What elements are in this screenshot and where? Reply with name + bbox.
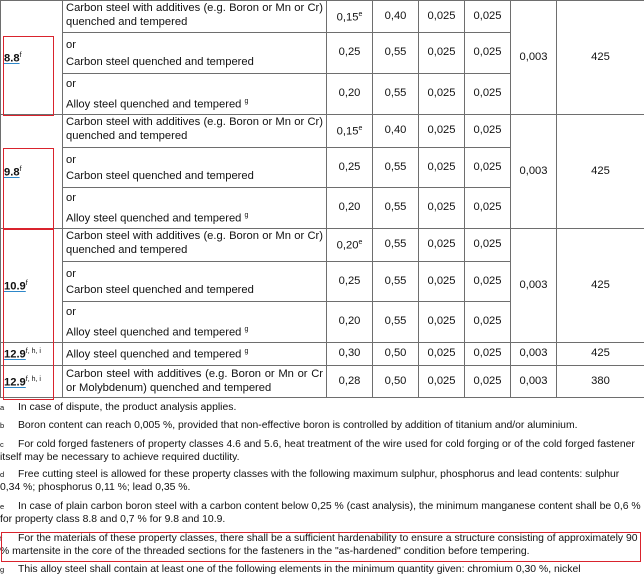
table-row: or Carbon steel quenched and tempered 0,25 0,55 0,025 0,025 — [1, 148, 644, 188]
material-cell: Carbon steel with additives (e.g. Boron or Mn or Cr) quenched and tempered — [63, 1, 327, 33]
carbon-max: 0,40 — [373, 1, 419, 33]
table-row: or Alloy steel quenched and tempered $^g$ 0,20 0,55 0,025 0,025 — [1, 188, 644, 229]
sulphur-max: 0,025 — [465, 1, 511, 33]
footnote-c: c For cold forged fasteners of property classes 4.6 and 5.6, heat treatment of the wire used for cold forging or of the cold forged fastener itself may be necessary to achieve required ductility. — [0, 439, 635, 463]
boron-max: 0,003 — [511, 1, 557, 115]
material-cell: or Alloy steel quenched and tempered $^g$ — [63, 188, 327, 229]
table-row: or Carbon steel quenched and tempered 0,25 0,55 0,025 0,025 — [1, 262, 644, 302]
material-cell: or Carbon steel quenched and tempered — [63, 33, 327, 74]
table-row: 9.8$^f$ Carbon steel with additives (e.g. Boron or Mn or Cr) quenched and tempered 0,15e 0,40 0,025 0,025 0,003 425 — [1, 115, 644, 148]
footnote-d: d Free cutting steel is allowed for these property classes with the following maximum sulphur, phosphorus and lead contents: sulphur 0,34 %; phosphorus 0,11 %; lead 0,35 %. — [0, 469, 620, 493]
property-class-12-9-carbon: 12.9$^{f, h, i}$ — [1, 366, 63, 398]
carbon-min: 0,15e — [327, 1, 373, 33]
material-cell: Carbon steel with additives (e.g. Boron or Mn or Cr or Molybdenum) quenched and tempered — [63, 366, 327, 398]
table-row: 12.9$^{f, h, i}$ Alloy steel quenched and tempered $^g$ 0,30 0,50 0,025 0,025 0,003 425 — [1, 343, 644, 366]
footnote-b: b Boron content can reach 0,005 %, provided that non-effective boron is controlled by addition of titanium and/or aluminium. — [0, 420, 578, 431]
property-class-12-9-alloy: 12.9$^{f, h, i}$ — [1, 343, 63, 366]
highlight-box-footnote-f — [1, 532, 641, 562]
footnote-f: f For the materials of these property classes, there shall be a sufficient hardenability to ensure a structure consisting of approximately 90 % martensite in the core of the threaded sections for the fasteners in the "as-hardened" condition before tempering. — [0, 533, 638, 557]
material-cell: or Carbon steel quenched and tempered — [63, 148, 327, 188]
phosphorus-max: 0,025 — [419, 1, 465, 33]
material-cell: or Alloy steel quenched and tempered $^g$ — [63, 302, 327, 343]
table-row: 12.9$^{f, h, i}$ Carbon steel with additives (e.g. Boron or Mn or Cr or Molybdenum) quenched and tempered 0,28 0,50 0,025 0,025 0,003 380 — [1, 366, 644, 398]
table-row — [1, 1, 644, 33]
table-row: or Carbon steel quenched and tempered 0,25 0,55 0,025 0,025 — [1, 33, 644, 74]
property-class-9-8: 9.8$^f$ — [1, 115, 63, 229]
footnote-e: e In case of plain carbon boron steel with a carbon content below 0,25 % (cast analysis), the minimum manganese content shall be 0,6 % for property class 8.8 and 0,7 % for 9.8 and 10.9. — [0, 501, 641, 525]
table-row: 10.9$^f$ Carbon steel with additives (e.g. Boron or Mn or Cr) quenched and tempered 0,20e 0,55 0,025 0,025 0,003 425 — [1, 229, 644, 262]
material-cell: Carbon steel with additives (e.g. Boron or Mn or Cr) quenched and tempered — [63, 115, 327, 148]
material-cell: Alloy steel quenched and tempered $^g$ — [63, 343, 327, 366]
tempering-temp: 425 — [557, 1, 644, 115]
footnote-g: g This alloy steel shall contain at least one of the following elements in the minimum quantity given: chromium 0,30 %, nickel — [0, 564, 581, 575]
table-row: or Alloy steel quenched and tempered $^g$ 0,20 0,55 0,025 0,025 — [1, 74, 644, 115]
property-class-8-8: 8.8$^f$ — [1, 1, 63, 115]
footnote-a: a In case of dispute, the product analysis applies. — [0, 402, 237, 413]
property-class-10-9: 10.9$^f$ — [1, 229, 63, 343]
table-row: or Alloy steel quenched and tempered $^g$ 0,20 0,55 0,025 0,025 — [1, 302, 644, 343]
material-cell: or Carbon steel quenched and tempered — [63, 262, 327, 302]
material-cell: Carbon steel with additives (e.g. Boron or Mn or Cr) quenched and tempered — [63, 229, 327, 262]
material-cell: or Alloy steel quenched and tempered $^g$ — [63, 74, 327, 115]
